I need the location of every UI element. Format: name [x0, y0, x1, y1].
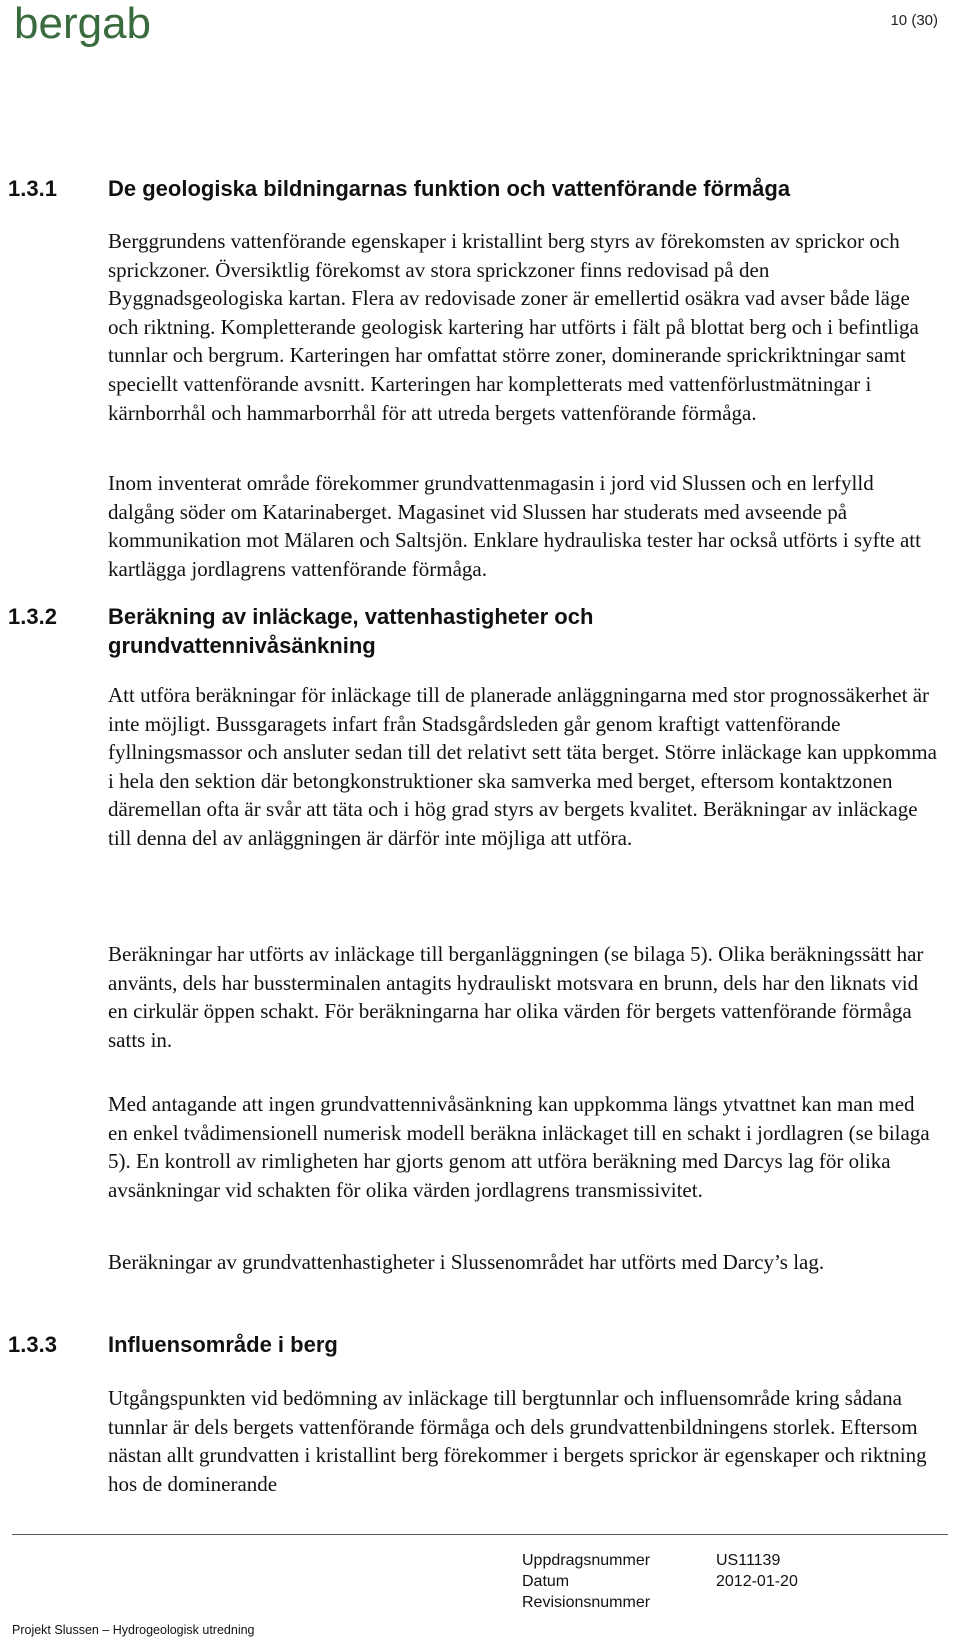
section-number: 1.3.3	[8, 1332, 57, 1357]
project-footer: Projekt Slussen – Hydrogeologisk utredning	[12, 1623, 255, 1637]
meta-label: Uppdragsnummer	[522, 1552, 651, 1569]
meta-value: 2012-01-20	[716, 1573, 798, 1590]
paragraph: Inom inventerat område förekommer grundvattenmagasin i jord vid Slussen och en lerfylld dalgång söder om Katarinaberget. Magasinet vid Slussen har studerats med avseende på kommunikation mot Mälaren och Saltsjön. Enklare hydrauliska tester har också utförts i syfte att kartlägga jordlagrens vattenförande förmåga.	[108, 471, 921, 581]
page-number: 10 (30)	[890, 12, 938, 29]
paragraph: Berggrundens vattenförande egenskaper i kristallint berg styrs av förekomsten av sprickor och sprickzoner. Översiktlig förekomst av stora sprickzoner finns redovisad på den Byggnadsgeologiska kartan. Flera av redovisade zoner är emellertid osäkra vad avser både läge och riktning. Kompletterande geologisk kartering har utförts i fält på blottat berg och i befintliga tunnlar och bergrum. Karteringen har omfattat större zoner, dominerande sprickriktningar samt speciellt vattenförande avsnitt. Karteringen har kompletterats med vattenförlustmätningar i kärnborrhål och hammarborrhål för att utreda bergets vattenförande förmåga.	[108, 229, 919, 425]
paragraph: Beräkningar har utförts av inläckage till berganläggningen (se bilaga 5). Olika beräkningssätt har använts, dels har bussterminalen antagits hydrauliskt motsvara en brunn, dels har den liknats vid en cirkulär öppen schakt. För beräkningarna har olika värden för bergets vattenförande förmåga satts in.	[108, 942, 924, 1052]
meta-value	[716, 1592, 798, 1613]
section-title: Beräkning av inläckage, vattenhastigheter och grundvattennivåsänkning	[108, 604, 594, 658]
logo-text: bergab	[14, 2, 152, 48]
section-number: 1.3.1	[8, 176, 57, 201]
paragraph: Beräkningar av grundvattenhastigheter i Slussenområdet har utförts med Darcy’s lag.	[108, 1250, 825, 1274]
bergab-logo	[14, 2, 154, 58]
paragraph: Med antagande att ingen grundvattennivåsänkning kan uppkomma längs ytvattnet kan man med en enkel tvådimensionell numerisk modell beräkna inläckaget till en schakt i jordlagren (se bilaga 5). En kontroll av rimligheten har gjorts genom att utföra beräkning med Darcys lag för olika avsänkningar vid schakten för olika värden jordlagrens transmissivitet.	[108, 1092, 930, 1202]
meta-label: Revisionsnummer	[522, 1594, 651, 1611]
footer-meta-values	[716, 1550, 798, 1613]
paragraph: Att utföra beräkningar för inläckage till de planerade anläggningarna med stor prognossäkerhet är inte möjligt. Bussgaragets infart från Stadsgårdsleden går genom kraftigt vattenförande fyllningsmassor och ansluter sedan till det relativt sett täta berget. Större inläckage kan uppkomma i hela den sektion där betongkonstruktioner ska samverka med berget, eftersom kontaktzonen däremellan ofta är svår att täta och i hög grad styrs av bergets kvalitet. Beräkningar av inläckage till denna del av anläggningen är därför inte möjliga att utföra.	[108, 683, 937, 850]
meta-value: US11139	[716, 1552, 781, 1569]
meta-label: Datum	[522, 1573, 570, 1590]
footer-meta-labels	[522, 1550, 650, 1613]
section-title: De geologiska bildningarnas funktion och vattenförande förmåga	[108, 176, 791, 201]
footer-rule	[12, 1534, 948, 1535]
section-number: 1.3.2	[8, 604, 57, 629]
paragraph: Utgångspunkten vid bedömning av inläckage till bergtunnlar och influensområde kring sådana tunnlar är dels bergets vattenförande förmåga och dels grundvattenbildningens storlek. Eftersom nästan allt grundvatten i kristallint berg förekommer i bergets sprickor är egenskaper och riktning hos de dominerande	[108, 1386, 927, 1496]
section-title: Influensområde i berg	[108, 1332, 338, 1357]
